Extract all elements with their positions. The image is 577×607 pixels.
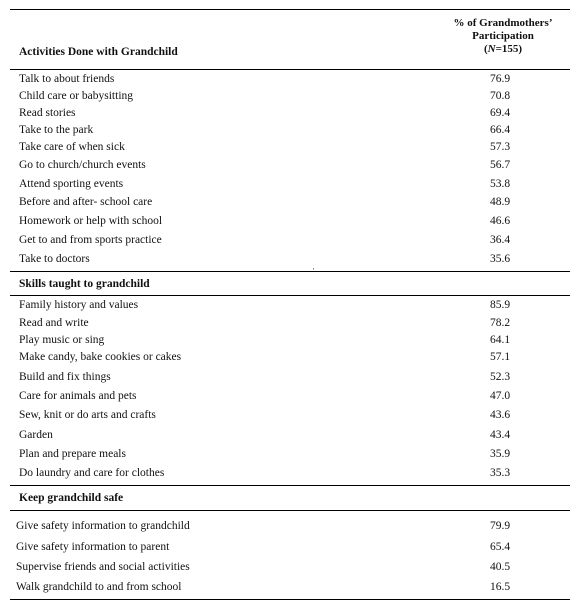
row-label: Read stories [19,107,76,119]
row-label: Supervise friends and social activities [16,561,190,573]
row-label: Take to doctors [19,253,90,265]
header-line-1: % of Grandmothers’ [453,17,553,29]
row-value: 36.4 [489,234,511,246]
row-value: 47.0 [489,390,511,402]
header-line-3: (N=155) [483,43,523,55]
row-label: Plan and prepare meals [19,448,126,460]
header-n-label: N [487,43,496,55]
row-label: Garden [19,429,53,441]
row-value: 48.9 [489,196,511,208]
row-value: 56.7 [489,159,511,171]
row-value: 35.9 [489,448,511,460]
row-value: 43.6 [489,409,511,421]
table-row [0,73,577,89]
row-label: Talk to about friends [19,73,115,85]
row-value: 40.5 [489,561,511,573]
row-value: 64.1 [489,334,511,346]
row-value: 78.2 [489,317,511,329]
table-row [0,429,577,445]
row-value: 57.3 [489,141,511,153]
header-rule [10,69,570,70]
row-value: 52.3 [489,371,511,383]
row-value: 85.9 [489,299,511,311]
row-label: Walk grandchild to and from school [16,581,182,593]
table-row [0,467,577,483]
table-row [0,234,577,250]
row-label: Before and after- school care [19,196,153,208]
row-label: Care for animals and pets [19,390,137,402]
row-label: Go to church/church events [19,159,146,171]
row-value: 57.1 [489,351,511,363]
table-row [0,159,577,175]
row-value: 16.5 [489,581,511,593]
row-value: 79.9 [489,520,511,532]
table-row [0,371,577,387]
row-value: 69.4 [489,107,511,119]
table-row [0,299,577,315]
row-label: Give safety information to grandchild [16,520,190,532]
table-top-rule [10,9,570,10]
row-label: Take care of when sick [19,141,125,153]
table-row [0,124,577,140]
table-row [0,178,577,194]
table-row [0,409,577,425]
table-row [0,334,577,350]
row-label: Give safety information to parent [16,541,170,553]
column-header-percentage [432,17,574,56]
row-label: Child care or babysitting [19,90,134,102]
row-value: 35.3 [489,467,511,479]
row-label: Make candy, bake cookies or cakes [19,351,182,363]
row-label: Attend sporting events [19,178,124,190]
row-label: Build and fix things [19,371,111,383]
section-rule [10,510,570,511]
table-row [0,215,577,231]
column-header-activities: Activities Done with Grandchild [19,46,178,58]
table-row [0,253,577,269]
table-row [0,448,577,464]
section-rule [10,485,570,486]
table-bottom-rule [10,599,570,600]
section-title-skills: Skills taught to grandchild [19,278,150,290]
table-row [0,581,577,597]
row-value: 66.4 [489,124,511,136]
row-value: 43.4 [489,429,511,441]
header-line-2: Participation [472,30,534,42]
row-value: 53.8 [489,178,511,190]
table-row [0,541,577,557]
table-row [0,196,577,212]
stray-mark: ' [313,267,315,275]
row-label: Homework or help with school [19,215,163,227]
table-row [0,141,577,157]
row-label: Read and write [19,317,89,329]
row-value: 70.8 [489,90,511,102]
section-title-safety: Keep grandchild safe [19,492,124,504]
row-label: Take to the park [19,124,94,136]
table-row [0,107,577,123]
section-rule [10,271,570,272]
row-value: 65.4 [489,541,511,553]
row-label: Play music or sing [19,334,105,346]
row-label: Family history and values [19,299,139,311]
table-row [0,561,577,577]
row-value: 35.6 [489,253,511,265]
header-n-value: =155) [495,43,523,55]
table-row [0,351,577,367]
table-row [0,90,577,106]
section-rule [10,295,570,296]
table-row [0,520,577,536]
table-row [0,390,577,406]
row-label: Sew, knit or do arts and crafts [19,409,156,421]
row-label: Do laundry and care for clothes [19,467,165,479]
table-row [0,317,577,333]
row-value: 76.9 [489,73,511,85]
row-label: Get to and from sports practice [19,234,162,246]
row-value: 46.6 [489,215,511,227]
